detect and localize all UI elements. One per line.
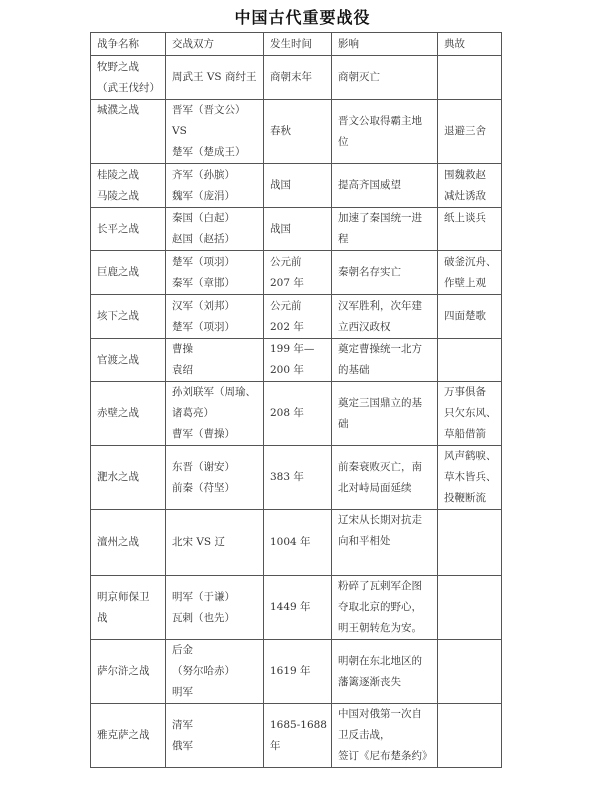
table-row [91, 576, 502, 640]
table-row [91, 251, 502, 295]
cell-idiom: 风声鹤唳、 草木皆兵、 投鞭断流 [438, 446, 502, 510]
cell-idiom [438, 339, 502, 382]
cell-belligerents: 清军 俄军 [166, 704, 264, 768]
cell-date: 战国 [264, 208, 332, 251]
table-row [91, 295, 502, 339]
table-row [91, 382, 502, 446]
table-row [91, 56, 502, 100]
cell-impact: 辽宋从长期对抗走 向和平相处 [332, 510, 438, 576]
cell-date: 383 年 [264, 446, 332, 510]
cell-impact: 明朝在东北地区的 藩篱逐渐丧失 [332, 640, 438, 704]
cell-idiom [438, 576, 502, 640]
cell-impact: 加速了秦国统一进 程 [332, 208, 438, 251]
cell-idiom: 纸上谈兵 [438, 208, 502, 251]
header-idiom: 典故 [438, 33, 502, 56]
cell-impact: 汉军胜利，次年建 立西汉政权 [332, 295, 438, 339]
cell-belligerents: 孙刘联军（周瑜、 诸葛亮） 曹军（曹操） [166, 382, 264, 446]
cell-belligerents: 晋军（晋文公）VS 楚军（楚成王） [166, 100, 264, 164]
cell-idiom: 围魏救赵 减灶诱敌 [438, 164, 502, 208]
cell-date: 商朝末年 [264, 56, 332, 100]
cell-idiom: 四面楚歌 [438, 295, 502, 339]
cell-idiom: 破釜沉舟、 作壁上观 [438, 251, 502, 295]
table-row [91, 640, 502, 704]
cell-date: 公元前 202 年 [264, 295, 332, 339]
cell-belligerents: 楚军（项羽） 秦军（章邯） [166, 251, 264, 295]
cell-battle-name: 萨尔浒之战 [91, 640, 166, 704]
cell-battle-name: 桂陵之战 马陵之战 [91, 164, 166, 208]
cell-belligerents: 汉军（刘邦） 楚军（项羽） [166, 295, 264, 339]
cell-battle-name: 城濮之战 [91, 100, 166, 164]
cell-impact: 中国对俄第一次自 卫反击战， 签订《尼布楚条约》 [332, 704, 438, 768]
cell-date: 199 年— 200 年 [264, 339, 332, 382]
cell-belligerents: 北宋 VS 辽 [166, 510, 264, 576]
header-battle-name: 战争名称 [91, 33, 166, 56]
cell-idiom [438, 704, 502, 768]
cell-belligerents: 齐军（孙膑） 魏军（庞涓） [166, 164, 264, 208]
table-row [91, 704, 502, 768]
cell-battle-name: 淝水之战 [91, 446, 166, 510]
table-row [91, 339, 502, 382]
table-header-row [91, 33, 502, 56]
cell-impact: 粉碎了瓦剌军企图 夺取北京的野心， 明王朝转危为安。 [332, 576, 438, 640]
header-impact: 影响 [332, 33, 438, 56]
cell-idiom: 万事俱备 只欠东风、 草船借箭 [438, 382, 502, 446]
cell-battle-name: 雅克萨之战 [91, 704, 166, 768]
cell-battle-name: 赤壁之战 [91, 382, 166, 446]
cell-battle-name: 官渡之战 [91, 339, 166, 382]
cell-battle-name: 明京师保卫 战 [91, 576, 166, 640]
cell-date: 208 年 [264, 382, 332, 446]
cell-date: 1685-1688 年 [264, 704, 332, 768]
cell-date: 战国 [264, 164, 332, 208]
document-title: 中国古代重要战役 [234, 8, 371, 27]
cell-date: 1619 年 [264, 640, 332, 704]
cell-battle-name: 长平之战 [91, 208, 166, 251]
table-row [91, 446, 502, 510]
battles-table [90, 32, 502, 768]
cell-battle-name: 巨鹿之战 [91, 251, 166, 295]
header-belligerents: 交战双方 [166, 33, 264, 56]
table-row [91, 164, 502, 208]
table-row [91, 208, 502, 251]
cell-impact: 前秦衰败灭亡，南 北对峙局面延续 [332, 446, 438, 510]
cell-belligerents: 周武王 VS 商纣王 [166, 56, 264, 100]
cell-belligerents: 秦国（白起） 赵国（赵括） [166, 208, 264, 251]
cell-impact: 奠定曹操统一北方 的基础 [332, 339, 438, 382]
cell-idiom [438, 56, 502, 100]
cell-idiom [438, 510, 502, 576]
cell-date: 公元前 207 年 [264, 251, 332, 295]
cell-belligerents: 曹操 袁绍 [166, 339, 264, 382]
cell-date: 春秋 [264, 100, 332, 164]
cell-battle-name: 澶州之战 [91, 510, 166, 576]
cell-date: 1004 年 [264, 510, 332, 576]
cell-battle-name: 牧野之战 （武王伐纣） [91, 56, 166, 100]
header-date: 发生时间 [264, 33, 332, 56]
table-row [91, 100, 502, 164]
cell-belligerents: 后金 （努尔哈赤） 明军 [166, 640, 264, 704]
cell-belligerents: 东晋（谢安） 前秦（苻坚） [166, 446, 264, 510]
cell-belligerents: 明军（于谦） 瓦剌（也先） [166, 576, 264, 640]
cell-impact: 提高齐国威望 [332, 164, 438, 208]
cell-impact: 秦朝名存实亡 [332, 251, 438, 295]
cell-idiom [438, 640, 502, 704]
table-row [91, 510, 502, 576]
cell-idiom: 退避三舍 [438, 100, 502, 164]
cell-impact: 商朝灭亡 [332, 56, 438, 100]
cell-impact: 奠定三国鼎立的基 础 [332, 382, 438, 446]
cell-date: 1449 年 [264, 576, 332, 640]
cell-battle-name: 垓下之战 [91, 295, 166, 339]
cell-impact: 晋文公取得霸主地 位 [332, 100, 438, 164]
